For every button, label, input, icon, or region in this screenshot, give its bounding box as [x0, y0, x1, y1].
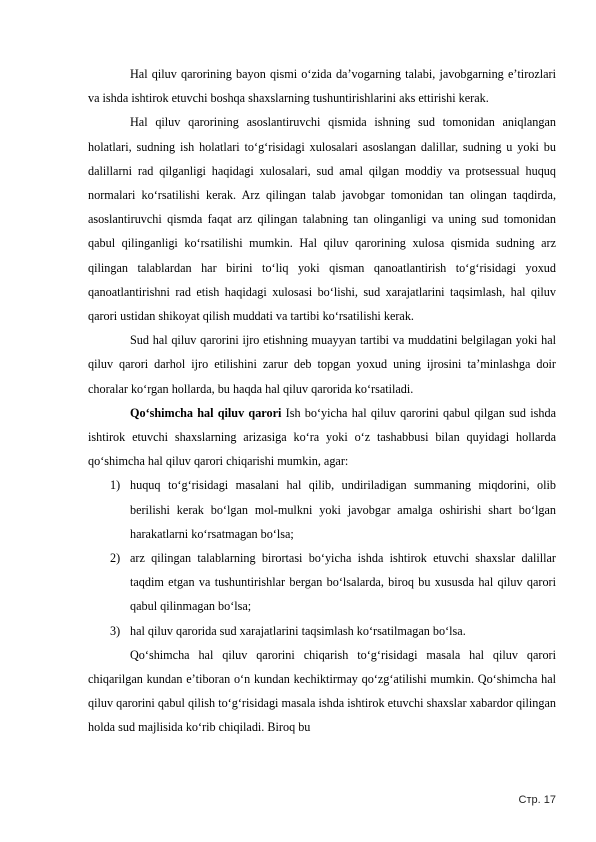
- list-number: 1): [110, 478, 121, 493]
- list-text: huquq toʻgʻrisidagi masalani hal qilib, undiriladigan summaning miqdorini, olib berilishi kerak boʻlgan mol-mulkni yoki javobgar amalga oshirishi shart boʻlgan harakatlarni koʻrsatmagan boʻlsa;: [130, 478, 556, 541]
- paragraph-additional-procedure: Qoʻshimcha hal qiluv qarorini chiqarish toʻgʻrisidagi masala hal qiluv qarori chiqarilgan kundan eʼtiboran oʻn kundan kechiktirmay qoʻzgʻatilishi mumkin. Qoʻshimcha hal qiluv qarorini qabul qilish toʻgʻrisidagi masala ishda ishtirok etuvchi shaxslar xabardor qilingan holda sud majlisida koʻrib chiqiladi. Biroq bu: [88, 647, 556, 735]
- additional-decision-text: Ish boʻyicha hal qiluv qarorini qabul qilgan sud ishda ishtirok etuvchi shaxslarning arizasiga koʻra yoki oʻz tashabbusi bilan quyidagi hollarda qoʻshimcha hal qiluv qarori chiqarishi mumkin, agar:: [88, 405, 556, 469]
- list-number: 3): [110, 623, 121, 638]
- paragraph-execution-order: Sud hal qiluv qarorini ijro etishning muayyan tartibi va muddatini belgilagan yoki hal qiluv qarori darhol ijro etilishini zarur deb topgan yoxud uning ijrosini taʼminlashga doir choralar koʻrgan hollarda, bu haqda hal qiluv qarorida koʻrsatiladi.: [88, 333, 556, 396]
- body-text: [88, 62, 556, 740]
- list-number: 2): [110, 551, 121, 566]
- list-item: [88, 619, 556, 643]
- list-text: hal qiluv qarorida sud xarajatlarini taqsimlash koʻrsatilmagan boʻlsa.: [130, 623, 466, 638]
- paragraph-statement-part: Hal qiluv qarorining bayon qismi oʻzida daʼvogarning talabi, javobgarning eʼtirozlari va ishda ishtirok etuvchi boshqa shaxslarning tushuntirishlarini aks ettirishi kerak.: [88, 67, 556, 106]
- page-number: Стр. 17: [518, 794, 556, 806]
- paragraph-reasoning-part: Hal qiluv qarorining asoslantiruvchi qismida ishning sud tomonidan aniqlangan holatlari, sudning ish holatlari toʻgʻrisidagi xulosalari asoslangan dalillar, sudning u yoki bu dalillarni rad qilganligi haqidagi xulosalari, sud amal qilgan moddiy va protsessual huquq normalari koʻrsatilishi kerak. Arz qilingan talab javobgar tomonidan tan olingan taqdirda, asoslantiruvchi qismda faqat arz qilingan talabning tan olinganligi va uning sud tomonidan qabul qilinganligi koʻrsatilishi mumkin. Hal qiluv qarorining xulosa qismida sudning arz qilingan talablardan har birini toʻliq yoki qisman qanoatlantirish toʻgʻrisidagi yoxud qanoatlantirishni rad etish haqidagi xulosasi boʻlishi, sud xarajatlarini taqsimlash, hal qiluv qarori ustidan shikoyat qilish muddati va tartibi koʻrsatilishi kerak.: [88, 115, 556, 324]
- list-item: [88, 473, 556, 546]
- list-text: arz qilingan talablarning birortasi boʻyicha ishda ishtirok etuvchi shaxslar dalillar taqdim etgan va tushuntirishlar bergan boʻlsalarda, biroq bu xususda hal qiluv qarori qabul qilinmagan boʻlsa;: [130, 551, 556, 614]
- list-item: [88, 546, 556, 619]
- paragraph-additional-decision: [88, 401, 556, 474]
- term-additional-decision: Qoʻshimcha hal qiluv qarori: [130, 405, 282, 420]
